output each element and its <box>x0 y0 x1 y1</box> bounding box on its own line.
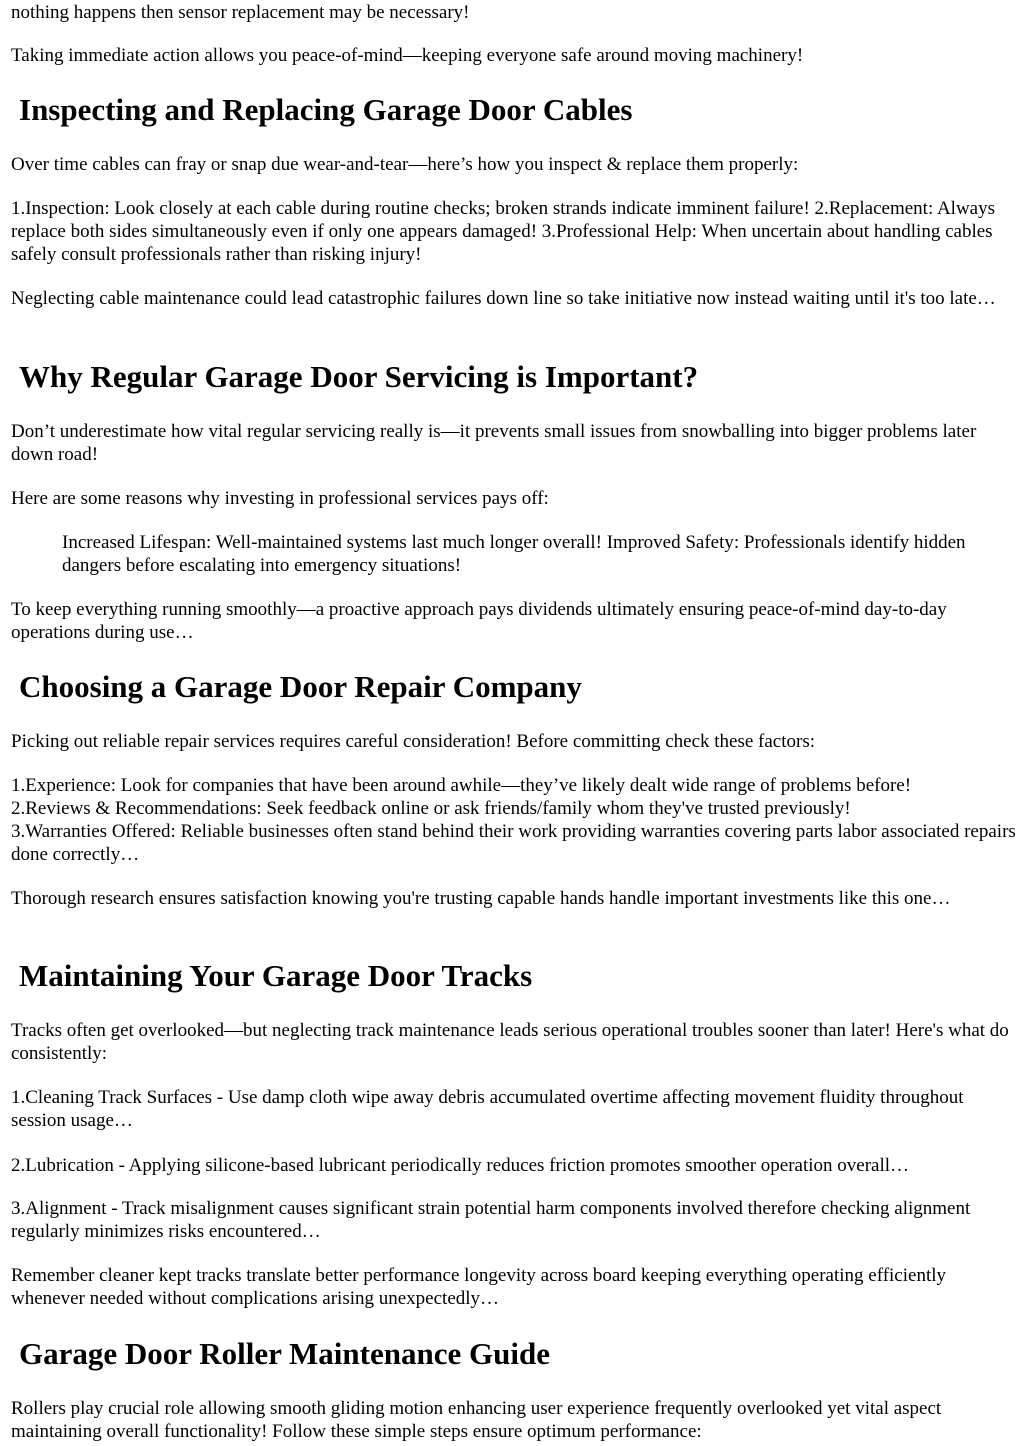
paragraph-company-research: Thorough research ensures satisfaction knowing you're trusting capable hands handle important investments like this one… <box>11 888 951 909</box>
paragraph-company-factors <box>11 774 1016 866</box>
paragraph-tracks-intro: Tracks often get overlooked—but neglecting track maintenance leads serious operational troubles sooner than later! Here's what do consistently: <box>11 1020 1009 1064</box>
paragraph-cables-intro: Over time cables can fray or snap due wear-and-tear—here’s how you inspect & replace them properly: <box>11 154 799 175</box>
quote-servicing-benefits: Increased Lifespan: Well-maintained systems last much longer overall! Improved Safety: Professionals identify hidden dangers before escalating into emergency situations! <box>62 532 966 576</box>
paragraph-tracks-alignment: 3.Alignment - Track misalignment causes significant strain potential harm components involved therefore checking alignment regularly minimizes risks encountered… <box>11 1198 971 1242</box>
factor-experience: 1.Experience: Look for companies that have been around awhile—they’ve likely dealt wide range of problems before! <box>11 775 912 796</box>
paragraph-servicing-intro: Don’t underestimate how vital regular servicing really is—it prevents small issues from snowballing into bigger problems later down road! <box>11 421 977 465</box>
heading-tracks: Maintaining Your Garage Door Tracks <box>19 958 533 993</box>
paragraph-company-intro: Picking out reliable repair services requires careful consideration! Before committing check these factors: <box>11 731 816 752</box>
heading-repair-company: Choosing a Garage Door Repair Company <box>19 669 582 704</box>
paragraph-servicing-proactive: To keep everything running smoothly—a proactive approach pays dividends ultimately ensuring peace-of-mind day-to-day operations during use… <box>11 599 947 643</box>
factor-warranties: 3.Warranties Offered: Reliable businesses often stand behind their work providing warranties covering parts labor associated repairs done correctly… <box>11 821 1016 865</box>
paragraph-tracks-summary: Remember cleaner kept tracks translate better performance longevity across board keeping everything operating efficiently whenever needed without complications arising unexpectedly… <box>11 1265 947 1309</box>
heading-servicing: Why Regular Garage Door Servicing is Important? <box>19 359 699 394</box>
paragraph-sensor-replacement: nothing happens then sensor replacement may be necessary! <box>11 2 470 23</box>
heading-rollers: Garage Door Roller Maintenance Guide <box>19 1336 550 1371</box>
paragraph-tracks-cleaning: 1.Cleaning Track Surfaces - Use damp cloth wipe away debris accumulated overtime affecting movement fluidity throughout session usage… <box>11 1087 964 1131</box>
heading-cables: Inspecting and Replacing Garage Door Cables <box>19 92 633 127</box>
factor-reviews: 2.Reviews & Recommendations: Seek feedback online or ask friends/family whom they've trusted previously! <box>11 798 851 819</box>
paragraph-servicing-reasons: Here are some reasons why investing in professional services pays off: <box>11 488 549 509</box>
paragraph-immediate-action: Taking immediate action allows you peace-of-mind—keeping everyone safe around moving machinery! <box>11 45 804 66</box>
paragraph-tracks-lubrication: 2.Lubrication - Applying silicone-based lubricant periodically reduces friction promotes smoother operation overall… <box>11 1155 910 1176</box>
paragraph-cables-neglect: Neglecting cable maintenance could lead catastrophic failures down line so take initiative now instead waiting until it's too late… <box>11 288 996 309</box>
paragraph-rollers-intro: Rollers play crucial role allowing smooth gliding motion enhancing user experience frequently overlooked yet vital aspect maintaining overall functionality! Follow these simple steps ensure optimum performance: <box>11 1398 942 1442</box>
paragraph-cables-steps: 1.Inspection: Look closely at each cable during routine checks; broken strands indicate imminent failure! 2.Replacement: Always replace both sides simultaneously even if only one appears damaged! 3.Professional Help: When uncertain about handling cables safely consult professionals rather than risking injury! <box>11 198 995 265</box>
